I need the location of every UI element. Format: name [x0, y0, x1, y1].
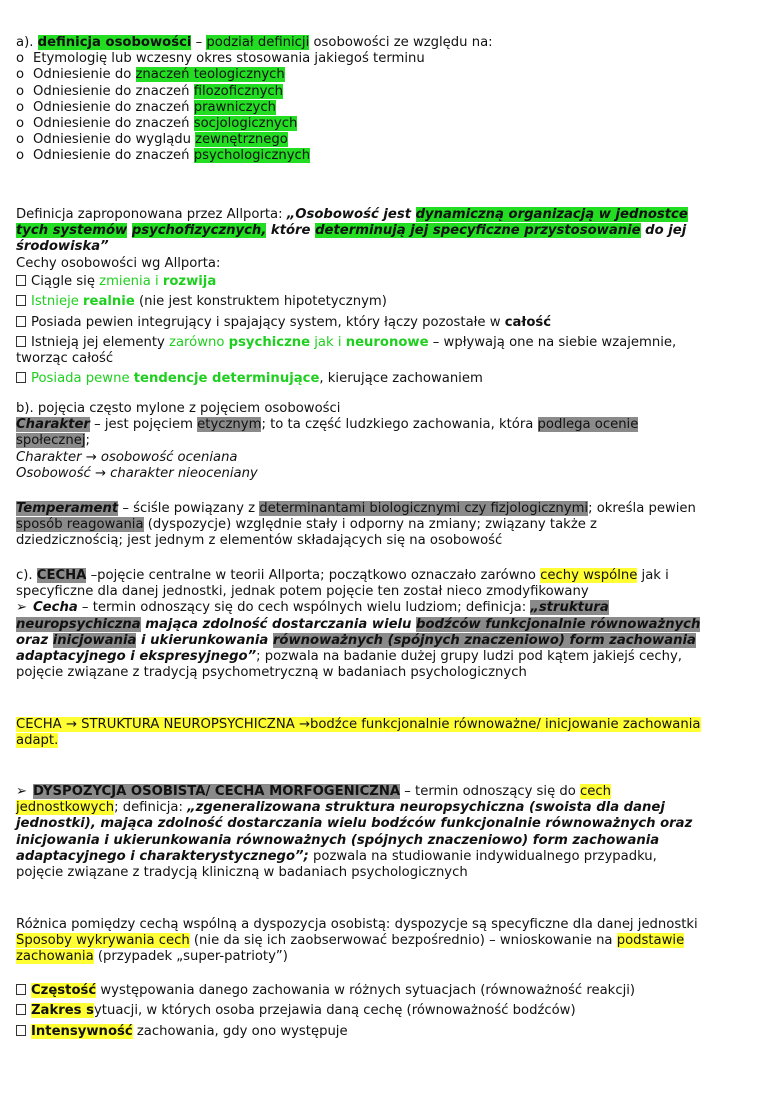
dyspozycja-text: [16, 784, 706, 881]
trait-item: [16, 335, 706, 367]
checkbox-icon: [16, 316, 26, 327]
trait-item: [16, 272, 706, 292]
definition-highlight-3: determinują jej specyficzne przystosowanie: [315, 223, 641, 239]
trait-text: Istnieją jej elementy: [31, 334, 170, 350]
text: – ściśle powiązany z: [118, 501, 260, 516]
highlight: Sposoby wykrywania cech: [16, 933, 190, 949]
definition-highlight-1: dynamiczną organizacją w jednostce tych systemów: [16, 207, 688, 239]
highlight: Zakres s: [31, 1003, 94, 1019]
definition-list-item: [16, 67, 706, 83]
difference-text: Różnica pomiędzy cechą wspólną a dyspozycja osobistą: dyspozycje są specyficzne dla danej jednostki: [16, 917, 698, 932]
list-item-text: Odniesienie do znaczeń: [33, 83, 194, 99]
definition-list-item: [16, 116, 706, 132]
list-item-highlight: filozoficznych: [193, 83, 283, 99]
checkbox-icon: [16, 295, 26, 306]
text: ytuacji, w których osoba przejawia daną cechę (równoważność bodźców): [93, 1003, 576, 1019]
section-a-label: a).: [16, 35, 34, 50]
list-item-highlight: prawniczych: [193, 99, 276, 115]
checkbox-icon: [16, 336, 26, 347]
summary-highlight: CECHA → STRUKTURA NEUROPSYCHICZNA →bodźce funkcjonalnie równoważne/ inicjowanie zachowania adapt.: [16, 717, 701, 749]
trait-green: Posiada pewne: [31, 371, 134, 387]
trait-green: zarówno: [169, 334, 225, 350]
highlight: determinantami biologicznymi czy fizjologicznymi: [259, 501, 589, 516]
allport-definition-text: [16, 207, 706, 256]
checkbox-icon: [16, 372, 26, 383]
temperament-text: [16, 501, 706, 550]
highlight: „struktura neuropsychiczna: [16, 600, 609, 632]
text: występowania danego zachowania w różnych sytuacjach (równoważność reakcji): [96, 983, 636, 998]
definition-list-item: [16, 84, 706, 100]
temperament-paragraph: [16, 501, 706, 550]
text: pozwala na studiowanie indywidualnego przypadku, pojęcie związane z tradycją kliniczną w badaniach psychologicznych: [16, 848, 657, 881]
checkbox-icon: [16, 1025, 26, 1036]
definition-highlight-2: psychofizycznych,: [131, 223, 267, 239]
trait-green-bold: neuronowe: [345, 334, 429, 350]
highlight: inicjowania: [52, 632, 137, 648]
trait-text: – wpływają one na siebie wzajemnie, tworząc całość: [16, 334, 677, 367]
text: ;: [85, 433, 90, 449]
trait-item: [16, 292, 706, 312]
text: oraz: [16, 632, 53, 648]
difference-section: [16, 917, 706, 966]
cecha-intro: [16, 568, 706, 600]
section-a: [16, 35, 706, 165]
list-item-highlight: socjologicznych: [193, 116, 298, 132]
list-item-highlight: zewnętrznego: [195, 132, 288, 148]
text: (nie da się ich zaobserwować bezpośrednio) – wnioskowanie na: [189, 933, 617, 949]
text: – termin odnoszący się do: [400, 784, 581, 799]
highlight: sposób reagowania: [16, 517, 144, 533]
definition-quote-end: do jej środowiska”: [16, 223, 687, 255]
definition-quote: „zgeneralizowana struktura neuropsychiczna (swoista dla danej jednostki), mająca zdolność dostarczania wielu bodźców funkcjonalnie równoważnych oraz inicjowania i ukierunkowania równoważnych (spójnych znaczeniowo) form zachowania adaptacyjnego i charakterystycznego”;: [16, 800, 693, 864]
term-temperament: Temperament: [16, 501, 119, 516]
section-b-title: b). pojęcia często mylone z pojęciem osobowości: [16, 401, 341, 416]
highlight: podlega ocenie społecznej: [16, 417, 639, 449]
allport-definition: [16, 207, 706, 272]
detection-methods: [16, 933, 706, 965]
text: –pojęcie centralne w teorii Allporta; początkowo oznaczało zarówno: [86, 568, 541, 583]
text: ; określa pewien: [588, 501, 696, 516]
detection-item: [16, 1001, 706, 1021]
dyspozycja-paragraph: [16, 784, 706, 881]
highlight: Częstość: [31, 983, 97, 998]
definition-list: [16, 51, 706, 164]
definition-quote-mid: które: [266, 223, 316, 239]
term-cecha: CECHA: [36, 568, 87, 583]
cecha-summary-text: [16, 717, 706, 749]
list-item-text: Etymologię lub wczesny okres stosowania jakiegoś terminu: [33, 51, 425, 67]
highlight: cech jednostkowych: [16, 784, 612, 816]
list-item-text: Odniesienie do: [33, 67, 136, 83]
heading-rest: osobowości ze względu na:: [313, 35, 493, 50]
definition-intro: Definicja zaproponowana przez Allporta:: [16, 207, 287, 222]
charakter-paragraph: [16, 417, 706, 449]
trait-text: (nie jest konstruktem hipotetycznym): [134, 294, 387, 310]
dash: –: [195, 35, 203, 50]
bullet-icon: o: [16, 116, 25, 132]
highlight: bodźców funkcjonalnie równoważnych: [416, 616, 701, 632]
trait-green: jak i: [310, 334, 346, 350]
text: ; definicja:: [114, 800, 188, 816]
definition-quote-start: „Osobowość jest: [286, 207, 416, 222]
checkbox-icon: [16, 275, 26, 286]
text: (dyspozycje) względnie stały i odporny na zmiany; związany także z dziedzicznością; jest jednym z elementów składających się na osobowość: [16, 517, 597, 549]
text: – jest pojęciem: [89, 417, 198, 433]
detection-item: [16, 981, 706, 1001]
cecha-summary: [16, 717, 706, 749]
section-b: [16, 401, 706, 482]
checkbox-icon: [16, 1004, 26, 1015]
list-item-text: Odniesienie do znaczeń: [33, 116, 194, 132]
text: – termin odnoszący się do cech wspólnych wielu ludziom; definicja:: [77, 600, 531, 616]
cecha-definition: [16, 600, 706, 681]
detection-list: [16, 981, 706, 1042]
term-cecha-italic: Cecha: [33, 600, 78, 616]
trait-green-bold: psychiczne: [228, 334, 311, 350]
list-item-text: Odniesienie do znaczeń: [33, 99, 194, 115]
trait-bold: całość: [504, 314, 552, 330]
detection-item: [16, 1022, 706, 1042]
section-c-label: c).: [16, 568, 37, 583]
highlight: etycznym: [197, 417, 262, 433]
trait-text: , kierujące zachowaniem: [319, 371, 483, 387]
trait-green: zmienia: [99, 274, 151, 289]
highlight: cechy wspólne: [540, 568, 638, 583]
arrow-bullet-icon: ➢: [16, 600, 28, 616]
text: ; pozwala na badanie dużej grupy ludzi pod kątem jakiejś cechy, pojęcie związane z tradycją psychometryczną w badaniach psychologicznych: [16, 649, 682, 681]
bullet-icon: o: [16, 51, 25, 67]
definition-list-item: [16, 51, 706, 67]
equation-charakter: Charakter → osobowość oceniana: [16, 449, 238, 465]
trait-item: [16, 313, 706, 333]
bullet-icon: o: [16, 148, 25, 164]
text: i ukierunkowania: [136, 632, 273, 648]
bullet-icon: o: [16, 99, 25, 115]
arrow-bullet-icon: ➢: [16, 784, 28, 799]
text: (przypadek „super-patrioty”): [93, 949, 288, 965]
equation-osobowosc: Osobowość → charakter nieoceniany: [16, 465, 258, 481]
trait-text: Posiada pewien integrujący i spajający system, który łączy pozostałe w: [31, 314, 505, 330]
highlight: równoważnych (spójnych znaczeniowo) form zachowania: [272, 632, 696, 648]
bullet-icon: o: [16, 83, 25, 99]
term-dyspozycja: DYSPOZYCJA OSOBISTA/ CECHA MORFOGENICZNA: [33, 784, 401, 799]
bullet-icon: o: [16, 132, 25, 148]
highlight: podstawie zachowania: [16, 933, 685, 965]
trait-green: Istnieje: [31, 294, 84, 310]
text: mająca zdolność dostarczania wielu: [140, 616, 417, 632]
trait-green: i: [150, 274, 163, 289]
text: ; to ta część ludzkiego zachowania, która: [261, 417, 538, 433]
list-item-highlight: psychologicznych: [193, 148, 311, 164]
term-definition: definicja osobowości: [37, 35, 192, 50]
trait-green-bold: realnie: [83, 294, 135, 310]
list-item-highlight: znaczeń teologicznych: [135, 67, 285, 83]
definition-list-item: [16, 132, 706, 148]
highlight: Intensywność: [31, 1023, 133, 1039]
traits-list: [16, 272, 706, 390]
list-item-text: Odniesienie do wyglądu: [33, 132, 196, 148]
section-c: [16, 568, 706, 681]
term-division: podział definicji: [206, 35, 310, 50]
text: zachowania, gdy ono występuje: [132, 1023, 348, 1039]
section-a-heading: [16, 35, 706, 51]
term-charakter: Charakter: [16, 417, 90, 433]
definition-list-item: [16, 100, 706, 116]
traits-title: Cechy osobowości wg Allporta:: [16, 255, 221, 271]
bullet-icon: o: [16, 67, 25, 83]
text: jak i specyficzne dla danej jednostki, jednak potem pojęcie ten został nieco zmodyfikowany: [16, 568, 669, 600]
trait-green-bold: tendencje determinujące: [133, 371, 320, 387]
definition-list-item: [16, 148, 706, 164]
text: adaptacyjnego i ekspresyjnego”: [16, 649, 257, 665]
list-item-text: Odniesienie do znaczeń: [33, 148, 194, 164]
trait-item: [16, 369, 706, 389]
trait-green-bold: rozwija: [162, 274, 217, 289]
trait-text: Ciągle się: [31, 274, 100, 289]
checkbox-icon: [16, 984, 26, 995]
